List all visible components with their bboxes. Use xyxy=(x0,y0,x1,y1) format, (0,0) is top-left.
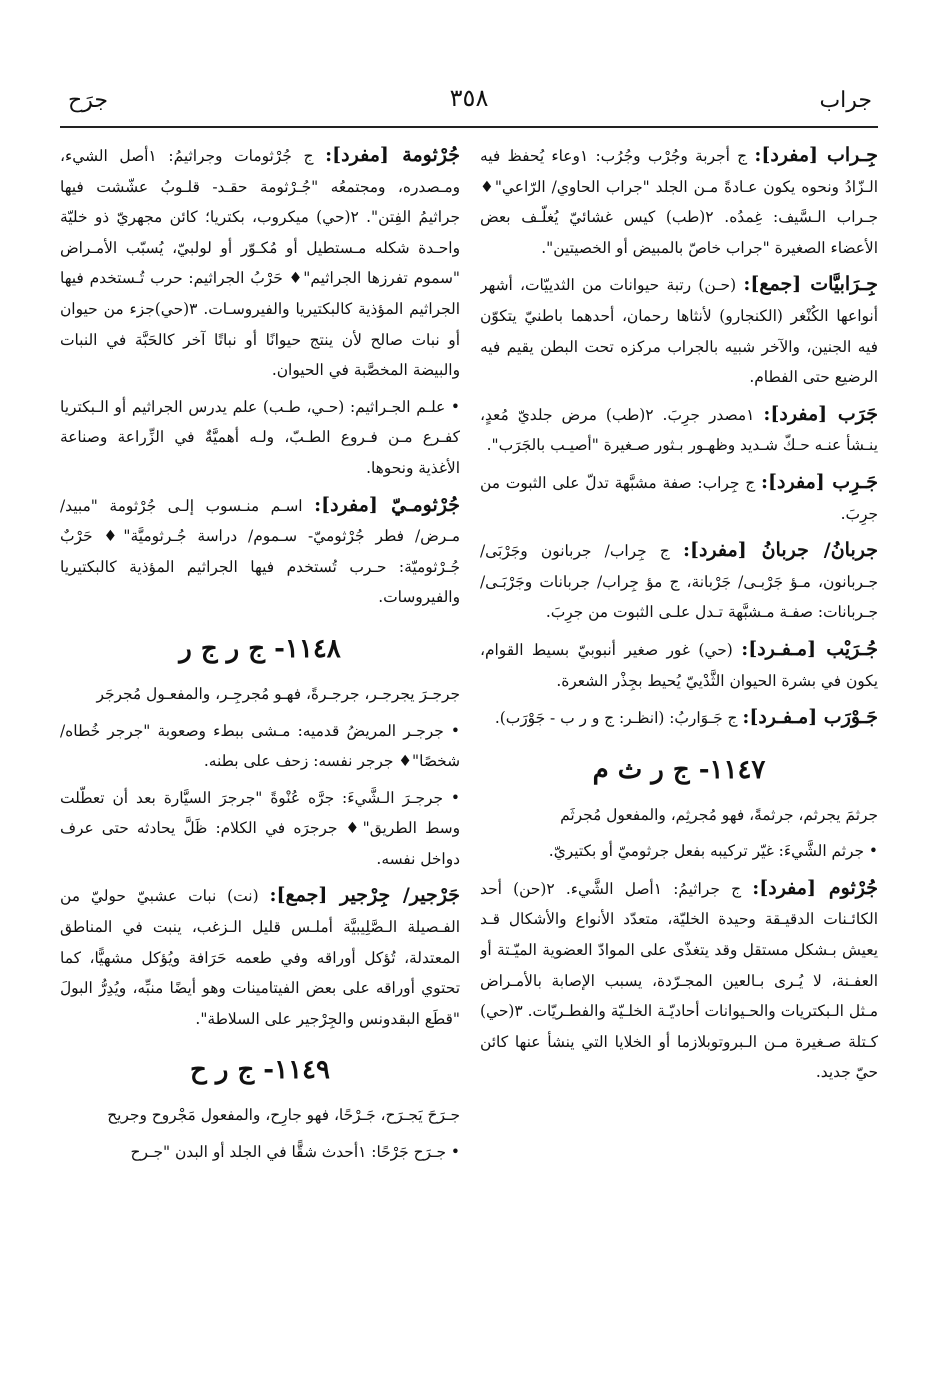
entry-headword: جُرْثومة [مفرد]: xyxy=(325,144,460,166)
entry-definition: • علـم الجـراثيم: (حـي، طـب) علم يدرس الجراثيم أو الـبكتريا كفـرع مـن فـروع الطـبّ، ولـه أهميَّةٌ في الزِّراعة وصناعة الأغذية ونحوها. xyxy=(60,397,460,477)
entry-headword: جُرْثومـيّ [مفرد]: xyxy=(314,493,460,516)
root-heading: ١١٤٧- ج ر ث م xyxy=(592,754,766,785)
entry-definition: ج جَـوَاربُ: (انظـر: ج و ر ب - جَوْرَب). xyxy=(494,709,738,728)
entry xyxy=(60,490,460,613)
entry xyxy=(480,399,878,461)
entry xyxy=(60,392,460,484)
root-heading: ١١٤٨- ج ر ج ر xyxy=(179,633,341,664)
entry-definition: ج جُرْثومات وجراثيمُ: ١أصل الشيء، ومـصدره، ومجتمعُه "جُـرْثومة حقـد- قلـوبُ عشّشت فيها جراثيمُ الفِتن". ٢(حي) ميكروب، بكتريا؛ كائن مجهريّ ذو خليّة واحـدة شكله مـستطيل أو مُكـوّر أو لولبيّ، يُسبّب الأمـراض "سموم تفرزها الجراثيم"♦ حَرْبُ الجراثيم: حرب تُـستخدم فيها الجراثيم المؤذية كالبكتيريا والفيروسـات. ٣(حي)جزء من حيوان أو نبات صالح لأن ينتج حيوانًا أو نباتًا آخر كالحَبَّة في النبات والبيضة المخصَّبة في الحيوان. xyxy=(60,147,460,380)
right-column xyxy=(480,140,878,1360)
page-number: ٣٥٨ xyxy=(449,84,489,112)
entry-definition: جـرَحَ يَجـرَح، جَـرْحًا، فهو جارِح، والمفعول مَجْروح وجريح xyxy=(107,1106,460,1125)
page-header xyxy=(60,78,878,128)
entry-definition: (نت) نبات عشبيّ حوليّ من الفـصيلة الـصَّلِيبيَّة أملـس قليل الـزغب، ينبت في المناطق المعتدلة، تُؤكل أوراقه وفي طعمه حَرَافة ويُؤكل مشهيًّا، كما تحتوي أوراقه على بعض الفيتامينات وهو أيضًا منبِّه، ويُدِرُّ البولَ "قطَع البقدونس والجِرْجير على السلاطة". xyxy=(60,887,460,1028)
entry-headword: جَـوْرَب [مـفـرد]: xyxy=(742,706,878,729)
entry xyxy=(60,1137,460,1168)
left-column xyxy=(60,140,460,1360)
entry xyxy=(60,880,460,1034)
entry xyxy=(60,679,460,710)
entry-headword: جِـراب [مفرد]: xyxy=(754,144,878,166)
entry-definition: ج جِراب/ جربانون وجَرْبَى/ جـربانون، مـؤ جَرْبـى/ جَرْبانة، ج مؤ جِراب/ جربانات وجَرْبَـى/ جـربانات: صفـة مـشبَّهة تـدل علـى الثبوت من جرِبَ. xyxy=(480,542,878,622)
entry-definition: جرجـرَ يجرجـر، جرجـرةً، فهـو مُجرجِـر، والمفعـول مُجرجَر xyxy=(96,684,460,703)
entry xyxy=(60,716,460,777)
entry-definition: • جرجـر المريضُ قدميه: مـشى ببطء وصعوبة "جرجر خُطاه/ شخصًا"♦ جرجر نفسه: زحف على بطنه. xyxy=(60,721,460,771)
entry-definition: جرثمَ يجرثم، جرثمةً، فهو مُجرثِم، والمفعول مُجرثَم xyxy=(560,805,878,824)
entry xyxy=(480,836,878,867)
entry-headword: جَـرِب [مفرد]: xyxy=(761,470,878,493)
entry xyxy=(480,873,878,1088)
entry-definition: ج أجربة وجُرْب وجُرُب: ١وعاء يُحفظ فيه الـزّادُ ونحوه يكون عـادةً مـن الجلد "جراب الحاوي/ الرّاعي"♦ جـراب الـسَّيف: غِمدُه. ٢(طب) كيس غشائيّ يُغلّـف بعض الأعضاء الصغيرة "جراب خاصّ بالمبيض أو الخصيتين". xyxy=(480,147,878,257)
entry-headword: جربانُ/ جربانُ [مفرد]: xyxy=(682,539,878,562)
entry xyxy=(480,467,878,529)
entry-definition: (حي) غور صغير أنبوبيّ بسيط القوام، يكون في بشرة الحيوان الثَّدْييّ يُحيط بجِذْر الشعرة. xyxy=(480,640,878,690)
entry-headword: جُرْثوم [مفرد]: xyxy=(752,876,878,899)
entry-definition: ج جِراب: صفة مشبَّهة تدلّ على الثبوت من جرِبَ. xyxy=(480,473,878,523)
entry-headword: جُـرَيْب [مـفـرد]: xyxy=(741,637,878,660)
entry xyxy=(480,634,878,696)
entry-definition: • جـرَح جَرْحًا: ١أحدث شقًّا في الجلد أو البدن "جـرح xyxy=(130,1143,460,1162)
entry-definition: اسـم منـسوب إلـى جُرْثومة "مبيد/ مـرض/ فطر جُرْثوميّ- سـموم/ دراسة جُـرثوميَّة"♦ حَرْبٌ جُـرْثوميّة: حـرب تُستخدم فيها الجراثيم المؤذية كالبكتيريا والفيروسات. xyxy=(60,496,460,607)
entry xyxy=(480,269,878,392)
entry-headword: جَرْجير/ جِرْجير [جمع]: xyxy=(269,884,460,907)
entry xyxy=(480,800,878,831)
entry-definition: (حـن) رتبة حيوانات من الثدييّات، أشهر أنواعها الكُنْغر (الكنجارو) لأنثاها رحمان، أحدهما باطنيّ يتكوّن فيه الجنين، والآخر شبيه بالجراب مركزه تحت البطن يقيم فيه الرضيع حتى الفطام. xyxy=(480,276,878,387)
root-heading: ١١٤٩- ج ر ح xyxy=(190,1055,330,1086)
header-left-word: جرَح xyxy=(68,88,108,113)
header-right-word: جراب xyxy=(819,88,872,113)
entry xyxy=(60,783,460,875)
entry xyxy=(60,1100,460,1131)
entry-definition: ج جراثيمُ: ١أصل الشَّيء. ٢(حن) أحد الكائـنات الدقيـقة وحيدة الخليّة، متعدّد الأنواع والأشكال قـد يعيش بـشكل مستقل وقد يتغذّى على الموادّ العضوية الميّـتة أو العفـنة، لا يُـرى بـالعين المجـرّدة، يسبب الإصابة بالأمـراض مـثل الـبكتريات والحـيوانات أحاديّـة الخلـيّة والفطـريّات. ٣(حي) كـتلة صـغيرة مـن الـبروتوبلازما أو الخلايا التي ينشأ عنها كائن حيّ جديد. xyxy=(480,879,878,1082)
entry-headword: جَرَب [مفرد]: xyxy=(763,402,878,425)
entry-definition: • جرجـرَ الـشَّيءَ: جرَّه عُنْوةً "جرجرَ السيَّارة بعد أن تعطّلت وسط الطريق"♦ جرجرَه في الكلام: ظَلَّ يحادثه حتى عرف دواخل نفسه. xyxy=(60,788,460,868)
entry-definition: • جرثم الشَّيءَ: غيّر تركيبه بفعل جرثوميّ أو بكتيريّ. xyxy=(548,842,878,861)
entry xyxy=(480,702,878,734)
entry xyxy=(60,140,460,386)
entry xyxy=(480,535,878,628)
entry-headword: جِـرَابيَّات [جمع]: xyxy=(743,273,878,296)
entry-definition: ١مصدر جرِبَ. ٢(طب) مرض جلديّ مُعدٍ، ينـشأ عنـه حـكّ شـديد وظهـور بـثور صـغيرة "أصيـب بالجَرَب". xyxy=(480,405,878,455)
entry xyxy=(480,140,878,263)
